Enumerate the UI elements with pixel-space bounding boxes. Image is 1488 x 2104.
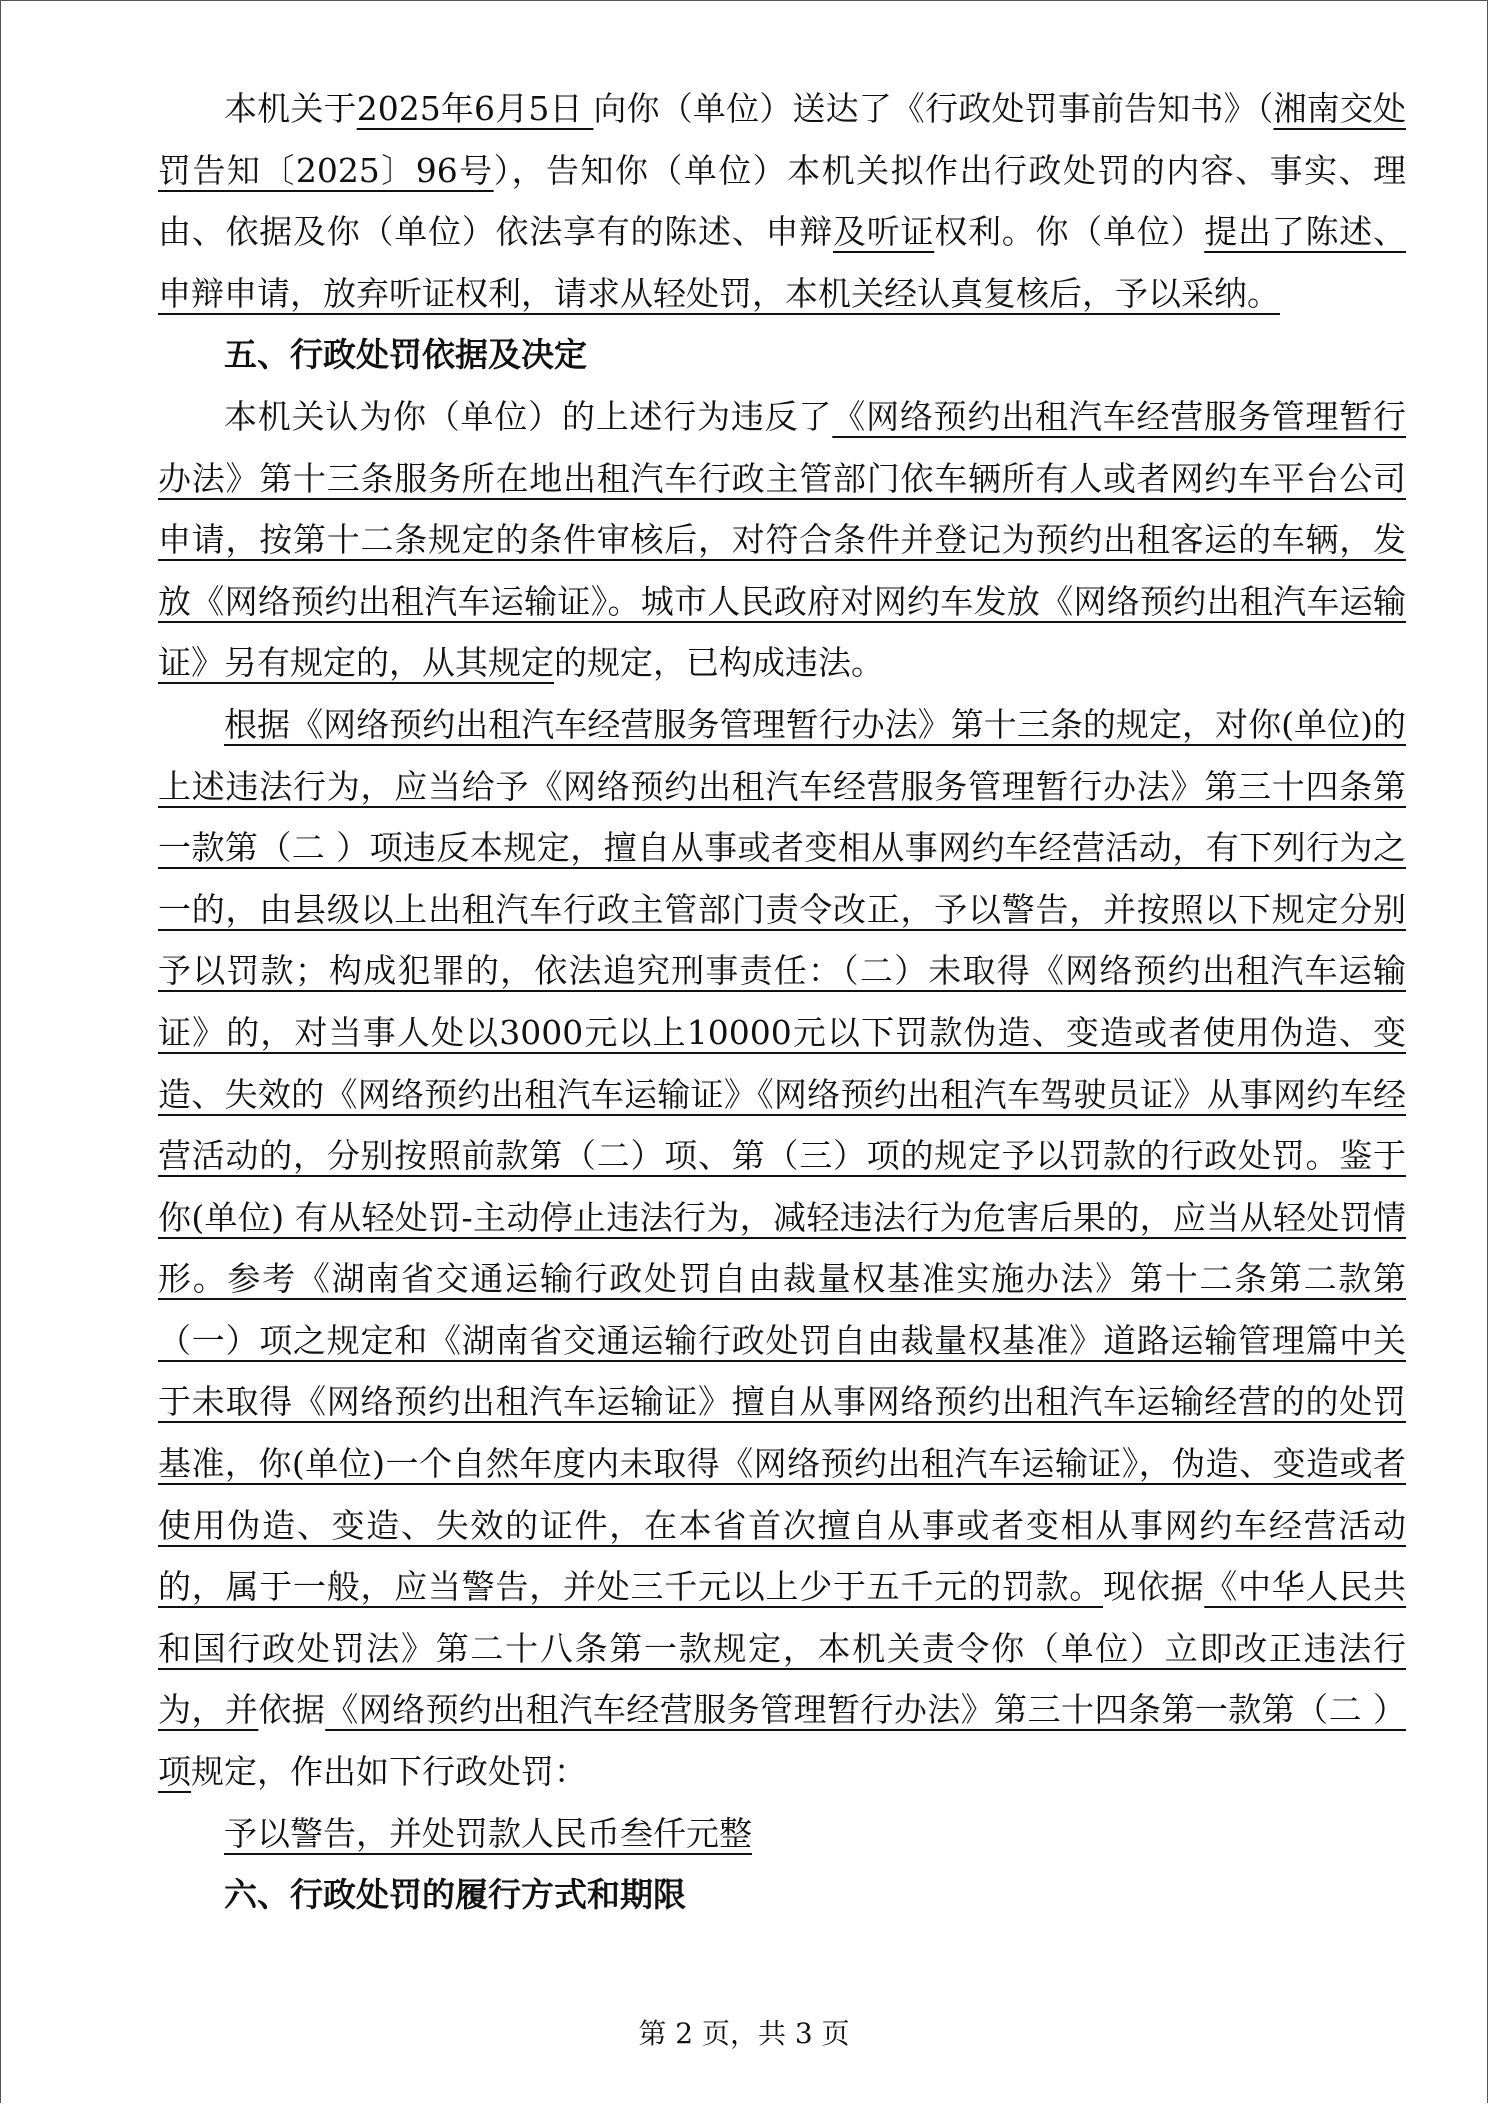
text: 向你（单位）送达了《行政处罚事前告知书》（ — [593, 89, 1274, 128]
penalty-result — [158, 1803, 1406, 1865]
penalty-result-text: 予以警告，并处罚款人民币叁仟元整 — [224, 1813, 752, 1853]
text: 的规定，已构成违法。 — [554, 643, 884, 683]
text: 权利。你（单位） — [934, 212, 1205, 252]
text: 现依据 — [1103, 1567, 1205, 1607]
violated-regulation-text: 《网络预约出租汽车经营服务管理暂行办法》第十三条服务所在地出租汽车行政主管部门依车辆所有人或者网约车平台公司申请，按第十二条规定的条件审核后，对符合条件并登记为预约出租客运的车辆，发放《网络预约出租汽车运输证》。城市人民政府对网约车发放《网络预约出租汽车运输证》另有规定的，从其规定 — [158, 396, 1407, 683]
text: 本机关认为你（单位）的上述行为违反了 — [224, 396, 833, 436]
text: 本机关于 — [224, 89, 357, 128]
page-number: 第 2 页，共 3 页 — [638, 2017, 850, 2050]
text: 规定，作出如下行政处罚： — [191, 1752, 587, 1792]
party-response-text: 提出了陈述、申辩申请，放弃听证权利，请求从轻处罚，本机关经认真复核后，予以采纳。 — [158, 212, 1406, 313]
hearing-right-text: 及听证 — [833, 212, 935, 252]
section-heading-performance: 六、行政处罚的履行方式和期限 — [224, 1875, 686, 1915]
notice-date: 2025年6月5日 — [356, 89, 594, 128]
text: 依据 — [258, 1690, 326, 1730]
penalty-article-text: 《网络预约出租汽车经营服务管理暂行办法》第三十四条第一款第（二 ）项 — [158, 1690, 1407, 1792]
penalty-law-text: 《中华人民共和国行政处罚法》第二十八条第一款规定，本机关责令你（单位）立即改正违法行为，并 — [158, 1567, 1406, 1730]
document-body — [158, 78, 1406, 1926]
notice-document-number: 湘南交处罚告知〔2025〕96号 — [158, 89, 1407, 190]
paragraph-violation — [158, 386, 1406, 694]
paragraph-penalty-decision — [158, 694, 1406, 1803]
paragraph-prior-notice — [158, 78, 1406, 324]
section-heading-penalty-basis: 五、行政处罚依据及决定 — [224, 335, 587, 375]
text: ），告知你（单位）本机关拟作出行政处罚的内容、事实、理由、依据及你（单位）依法享有的陈述、申辩 — [158, 150, 1406, 252]
penalty-basis-text: 根据《网络预约出租汽车经营服务管理暂行办法》第十三条的规定，对你(单位)的上述违法行为，应当给予《网络预约出租汽车经营服务管理暂行办法》第三十四条第一款第（二 ）项违反本规定，擅自从事或者变相从事网约车经营活动，有下列行为之一的，由县级以上出租汽车行政主管部门责令改正，予以警告，并按照以下规定分别予以罚款；构成犯罪的，依法追究刑事责任：（二）未取得《网络预约出租汽车运输证》的，对当事人处以3000元以上10000元以下罚款伪造、变造或者使用伪造、变造、失效的《网络预约出租汽车运输证》《网络预约出租汽车驾驶员证》从事网约车经营活动的，分别按照前款第（二）项、第（三）项的规定予以罚款的行政处罚。鉴于你(单位) 有从轻处罚-主动停止违法行为，减轻违法行为危害后果的，应当从轻处罚情形。参考《湖南省交通运输行政处罚自由裁量权基准实施办法》第十二条第二款第（一）项之规定和《湖南省交通运输行政处罚自由裁量权基准》道路运输管理篇中关于未取得《网络预约出租汽车运输证》擅自从事网络预约出租汽车运输经营的的处罚基准，你(单位)一个自然年度内未取得《网络预约出租汽车运输证》，伪造、变造或者使用伪造、变造、失效的证件，在本省首次擅自从事或者变相从事网约车经营活动的，属于一般，应当警告，并处三千元以上少于五千元的罚款。 — [158, 704, 1406, 1607]
